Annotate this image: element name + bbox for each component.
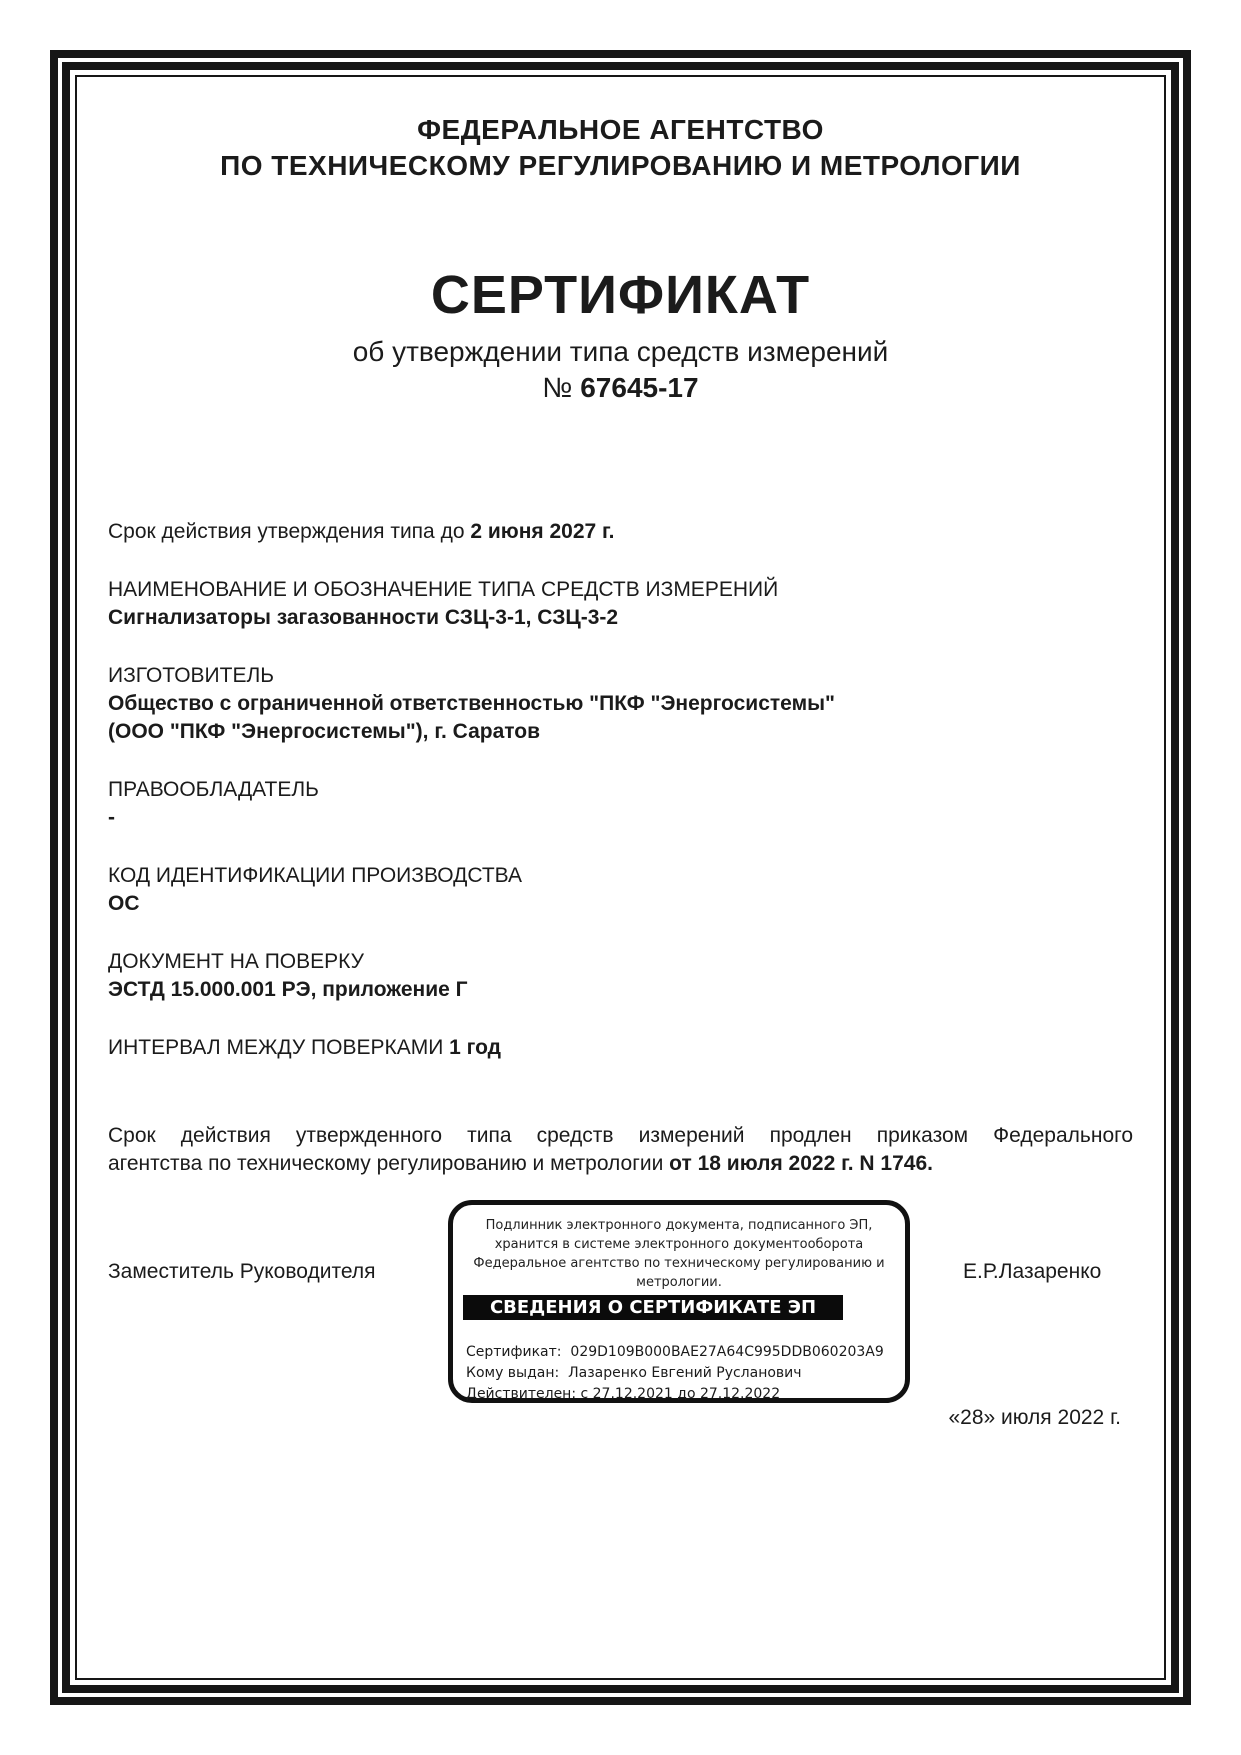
agency-name (80, 112, 1161, 184)
certificate-subtitle: об утверждении типа средств измерений (352, 336, 889, 367)
verification-interval-label: ИНТЕРВАЛ МЕЖДУ ПОВЕРКАМИ (108, 1036, 450, 1059)
prolongation-paragraph (108, 1122, 1133, 1178)
section-label: ИЗГОТОВИТЕЛЬ (108, 664, 275, 687)
section-label: КОД ИДЕНТИФИКАЦИИ ПРОИЗВОДСТВА (108, 864, 522, 887)
section-value: Общество с ограниченной ответственностью "ПКФ "Энергосистемы" (108, 692, 835, 715)
stamp-description-line1: Подлинник электронного документа, подписанного ЭП, (485, 1218, 873, 1233)
signing-date: «28» июля 2022 г. (948, 1406, 1121, 1429)
section-label: НАИМЕНОВАНИЕ И ОБОЗНАЧЕНИЕ ТИПА СРЕДСТВ ИЗМЕРЕНИЙ (108, 578, 779, 601)
section-value: - (108, 806, 115, 829)
stamp-issued-to-line: Кому выдан: Лазаренко Евгений Русланович (466, 1365, 802, 1381)
prolongation-line2-text: агентства по техническому регулированию и метрологии (108, 1152, 670, 1175)
section-production-id-code (108, 862, 1133, 918)
section-rightholder (108, 776, 1133, 832)
certificate-number (80, 372, 1161, 404)
section-label: ПРАВООБЛАДАТЕЛЬ (108, 778, 319, 801)
stamp-details (466, 1342, 905, 1405)
section-value: ОС (108, 892, 140, 915)
certificate-body (108, 518, 1133, 1178)
section-name-and-designation (108, 576, 1133, 632)
prolongation-line1: Срок действия утвержденного типа средств измерений продлен приказом Федерального (108, 1124, 1133, 1147)
stamp-description-line4: метрологии. (636, 1275, 722, 1290)
prolongation-order-value: от 18 июля 2022 г. N 1746. (669, 1152, 933, 1175)
agency-name-line2: ПО ТЕХНИЧЕСКОМУ РЕГУЛИРОВАНИЮ И МЕТРОЛОГИИ (220, 150, 1021, 181)
certificate-number-sign: № (542, 372, 581, 403)
section-label: ДОКУМЕНТ НА ПОВЕРКУ (108, 950, 364, 973)
stamp-valid-period-line: Действителен: с 27.12.2021 до 27.12.2022 (466, 1386, 781, 1402)
e-signature-stamp (448, 1200, 910, 1403)
agency-name-line1: ФЕДЕРАЛЬНОЕ АГЕНТСТВО (417, 114, 824, 145)
verification-interval-line (108, 1034, 1133, 1062)
stamp-description-line2: хранится в системе электронного документооборота (494, 1237, 864, 1252)
certificate-number-value: 67645-17 (580, 372, 699, 403)
section-manufacturer (108, 662, 1133, 746)
signature-name: Е.Р.Лазаренко (963, 1260, 1102, 1283)
certificate-title: СЕРТИФИКАТ (430, 265, 811, 325)
stamp-description-line3: Федеральное агентство по техническому регулированию и (473, 1256, 885, 1271)
section-verification-document (108, 948, 1133, 1004)
prolongation-line2 (108, 1150, 1133, 1178)
section-value: (ООО "ПКФ "Энергосистемы"), г. Саратов (108, 720, 540, 743)
validity-value: 2 июня 2027 г. (470, 520, 615, 543)
stamp-description (461, 1216, 897, 1292)
section-value: Сигнализаторы загазованности СЗЦ-3-1, СЗЦ-3-2 (108, 606, 619, 629)
verification-interval-value: 1 год (449, 1036, 502, 1059)
stamp-certificate-id-line: Сертификат: 029D109B000BAE27A64C995DDB060203A9 (466, 1344, 884, 1360)
validity-text: Срок действия утверждения типа до (108, 520, 471, 543)
section-value: ЭСТД 15.000.001 РЭ, приложение Г (108, 978, 468, 1001)
stamp-header-bar: СВЕДЕНИЯ О СЕРТИФИКАТЕ ЭП (463, 1295, 843, 1320)
signature-role: Заместитель Руководителя (108, 1260, 376, 1283)
validity-line (108, 518, 1133, 546)
